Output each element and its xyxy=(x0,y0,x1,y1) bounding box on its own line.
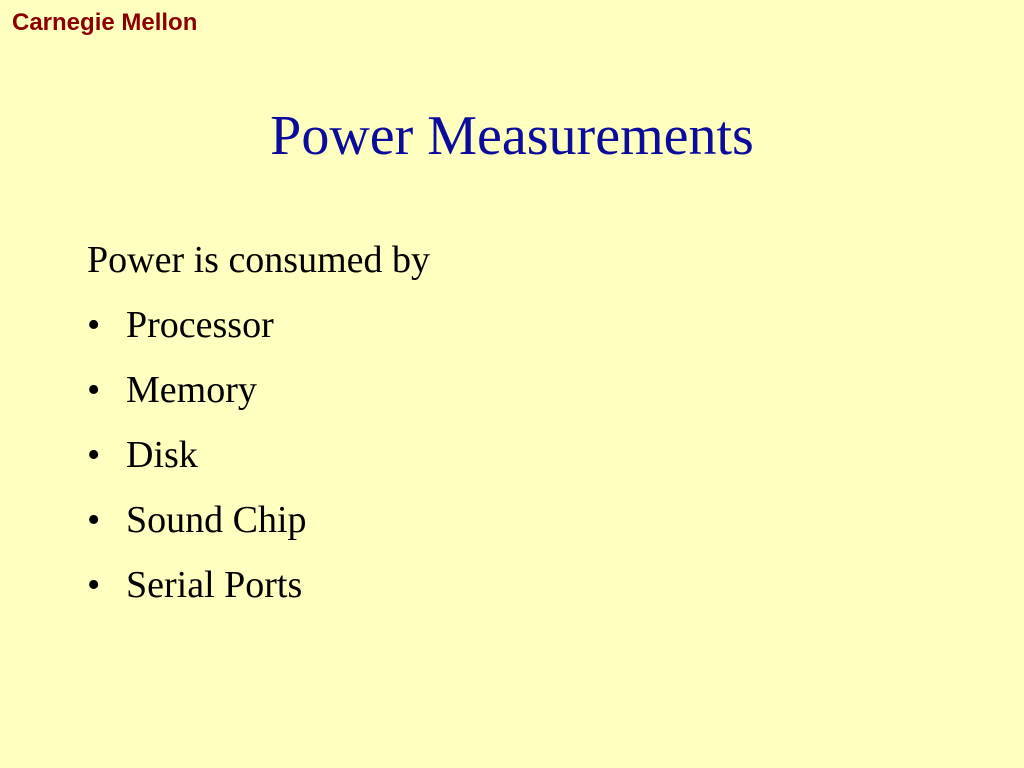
bullet-item-processor xyxy=(87,293,430,358)
bullet-icon: • xyxy=(87,434,101,476)
bullet-item-memory xyxy=(87,358,430,423)
bullet-label: Disk xyxy=(126,434,198,476)
bullet-label: Memory xyxy=(126,369,257,411)
bullet-icon: • xyxy=(87,369,101,411)
org-label: Carnegie Mellon xyxy=(12,9,198,36)
bullet-list xyxy=(87,293,430,618)
bullet-item-serial-ports xyxy=(87,553,430,618)
slide-title: Power Measurements xyxy=(270,105,754,167)
bullet-label: Serial Ports xyxy=(126,564,303,606)
intro-text: Power is consumed by xyxy=(87,239,431,281)
bullet-item-disk xyxy=(87,423,430,488)
bullet-icon: • xyxy=(87,304,101,346)
bullet-label: Processor xyxy=(126,304,274,346)
bullet-icon: • xyxy=(87,564,101,606)
slide-body xyxy=(87,228,430,618)
bullet-icon: • xyxy=(87,499,101,541)
bullet-label: Sound Chip xyxy=(126,499,307,541)
bullet-item-sound-chip xyxy=(87,488,430,553)
